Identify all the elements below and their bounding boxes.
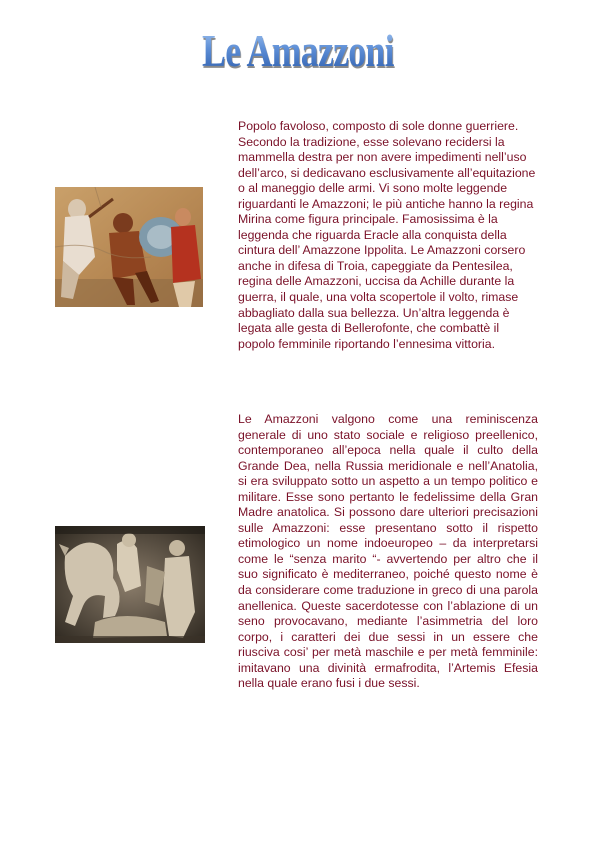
title-area — [0, 25, 596, 76]
second-paragraph — [238, 412, 538, 692]
paragraph-2: Le Amazzoni valgono come una reminiscenza generale di uno stato sociale e religioso preellenico, contemporaneo all’epoca nella quale il culto della Grande Dea, nella Russia meridionale e nell’Anatolia, si era sviluppato sotto un aspetto a un tempo politico e militare. Esse sono pertanto le fedelissime della Gran Madre anatolica. Si possono dare ulteriori precisazioni sulle Amazzoni: esse presentano sotto il rispetto etimologico un nome indoeuropeo – da interpretarsi come le “senza marito “- avvertendo per altro che il suo significato è mediterraneo, poiché questo nome è da considerare come traduzione in greco di una parola anellenica. Queste sacerdotesse con l’ablazione di un seno provocavano, mediante l’asimmetria del loro corpo, i caratteri dei due sessi in un essere che riusciva cosi’ per metà maschile e per metà femminile: imitavano una divinità ermafrodita, l’Artemis Efesia nella quale erano fusi i due sessi. — [238, 412, 538, 691]
page-title: Le Amazzoni — [202, 25, 394, 76]
intro-paragraph — [238, 119, 538, 352]
fresco-amazon-battle-image — [55, 187, 203, 307]
paragraph-1: Popolo favoloso, composto di sole donne guerriere. Secondo la tradizione, esse solevano recidersi la mammella destra per non avere impedimenti nell’uso dell’arco, si dedicavano esclusivamente all’equitazione o al maneggio delle armi. Vi sono molte leggende riguardanti le Amazzoni; le più antiche hanno la regina Mirina come figura principale. Famosissima è la leggenda che riguarda Eracle alla conquista della cintura dell’ Amazzone Ippolita. Le Amazzoni corsero anche in difesa di Troia, capeggiate da Pentesilea, regina delle Amazzoni, uccisa da Achille durante la guerra, il quale, una volta scopertole il volto, rimase abbagliato dalla sua bellezza. Un’altra leggenda è legata alle gesta di Bellerofonte, che combattè il popolo femminile riportando l’ennesima vittoria. — [238, 119, 536, 351]
stone-relief-amazonomachy-image — [55, 526, 205, 643]
